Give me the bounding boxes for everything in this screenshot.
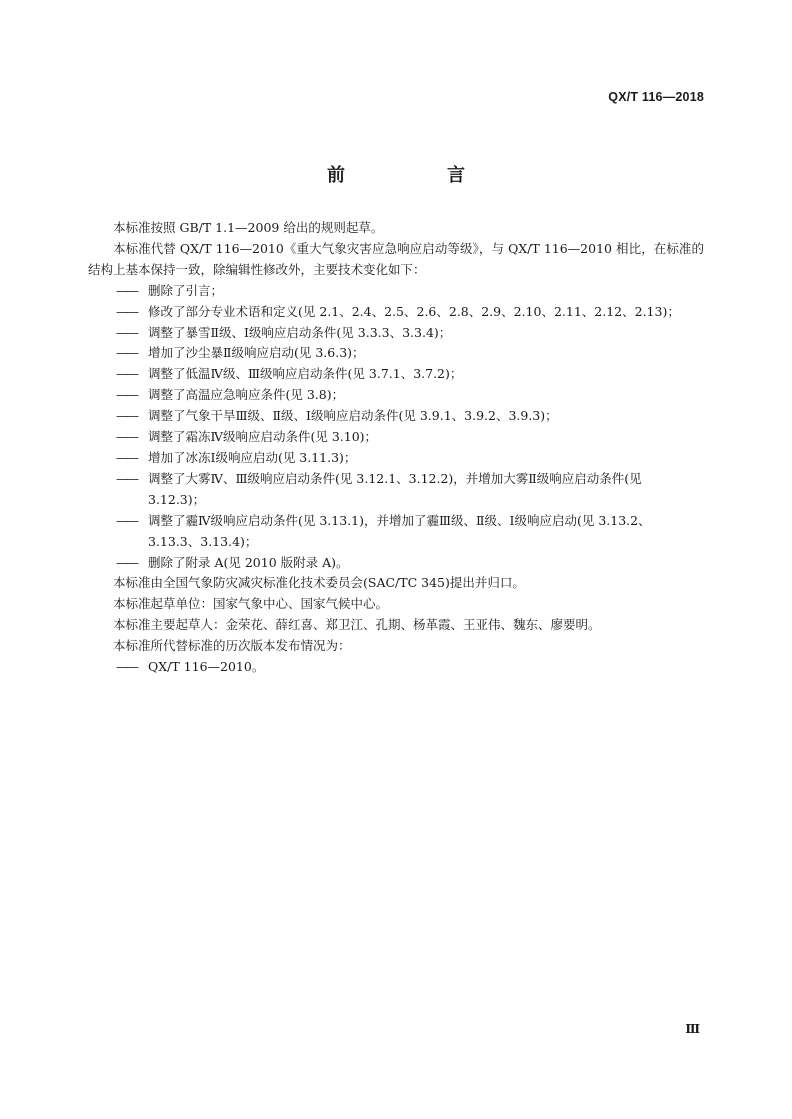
dash-mark: ——	[116, 470, 137, 486]
dash-mark: ——	[116, 429, 137, 445]
change-item-text: 调整了高温应急响应条件(见 3.8)；	[148, 387, 345, 403]
change-item	[88, 553, 704, 574]
dash-mark: ——	[116, 512, 137, 528]
dash-mark: ——	[116, 449, 137, 465]
change-item	[88, 406, 704, 427]
change-item-text: 调整了低温Ⅳ级、Ⅲ级响应启动条件(见 3.7.1、3.7.2)；	[148, 366, 463, 382]
dash-mark: ——	[116, 303, 137, 319]
change-item	[88, 448, 704, 469]
change-item-text: 删除了引言；	[148, 282, 224, 298]
dash-mark: ——	[116, 282, 137, 298]
change-item-text: 增加了冰冻Ⅰ级响应启动(见 3.11.3)；	[148, 449, 357, 465]
change-item-text: 调整了大雾Ⅳ、Ⅲ级响应启动条件(见 3.12.1、3.12.2)，并增加大雾Ⅱ级响应启动条件(见	[148, 470, 642, 486]
paragraph-history: 本标准所代替标准的历次版本发布情况为：	[113, 638, 351, 654]
dash-mark: ——	[116, 324, 137, 340]
paragraph-drafters: 本标准主要起草人：金荣花、薛红喜、郑卫江、孔期、杨革霞、王亚伟、魏东、廖要明。	[113, 617, 601, 633]
paragraph-drafting-rules: 本标准按照 GB/T 1.1—2009 给出的规则起草。	[113, 220, 384, 235]
change-item-text: 修改了部分专业术语和定义(见 2.1、2.4、2.5、2.6、2.8、2.9、2.10、2.11、2.12、2.13)；	[148, 303, 680, 319]
page-title: 前 言	[327, 165, 507, 186]
paragraph-replacement-note: 本标准代替 QX/T 116—2010《重大气象灾害应急响应启动等级》，与 QX/T 116—2010 相比，在标准的结构上基本保持一致，除编辑性修改外，主要技术变化如下：	[88, 240, 704, 277]
change-item	[88, 343, 704, 364]
page-number: Ⅲ	[685, 1022, 700, 1036]
document-body	[88, 218, 704, 678]
change-item-text: 删除了附录 A(见 2010 版附录 A)。	[148, 554, 349, 570]
change-item	[88, 281, 704, 302]
change-item-text: 调整了暴雪Ⅱ级、Ⅰ级响应启动条件(见 3.3.3、3.3.4)；	[148, 324, 452, 340]
standard-code: QX/T 116—2018	[608, 90, 704, 104]
change-item-text: 调整了霾Ⅳ级响应启动条件(见 3.13.1)，并增加了霾Ⅲ级、Ⅱ级、Ⅰ级响应启动(见 3.13.2、	[148, 512, 651, 528]
history-item-text: QX/T 116—2010。	[148, 659, 265, 675]
dash-mark: ——	[116, 554, 137, 570]
change-item	[88, 302, 704, 323]
dash-mark: ——	[116, 659, 137, 675]
change-item	[88, 323, 704, 344]
change-item-text-continued: 3.13.3、3.13.4)；	[148, 533, 258, 549]
change-item	[88, 469, 704, 511]
change-item	[88, 511, 704, 553]
change-item	[88, 427, 704, 448]
change-item-text: 调整了霜冻Ⅳ级响应启动条件(见 3.10)；	[148, 429, 378, 445]
change-item-text-continued: 3.12.3)；	[148, 491, 206, 507]
paragraph-drafting-units: 本标准起草单位：国家气象中心、国家气候中心。	[113, 596, 389, 612]
dash-mark: ——	[116, 387, 137, 403]
change-item	[88, 364, 704, 385]
change-item-text: 增加了沙尘暴Ⅱ级响应启动(见 3.6.3)；	[148, 345, 365, 361]
change-item	[88, 385, 704, 406]
dash-mark: ——	[116, 366, 137, 382]
dash-mark: ——	[116, 408, 137, 424]
change-item-text: 调整了气象干旱Ⅲ级、Ⅱ级、Ⅰ级响应启动条件(见 3.9.1、3.9.2、3.9.3)；	[148, 408, 558, 424]
history-item	[88, 657, 704, 678]
dash-mark: ——	[116, 345, 137, 361]
paragraph-proposer: 本标准由全国气象防灾减灾标准化技术委员会(SAC/TC 345)提出并归口。	[113, 575, 525, 591]
